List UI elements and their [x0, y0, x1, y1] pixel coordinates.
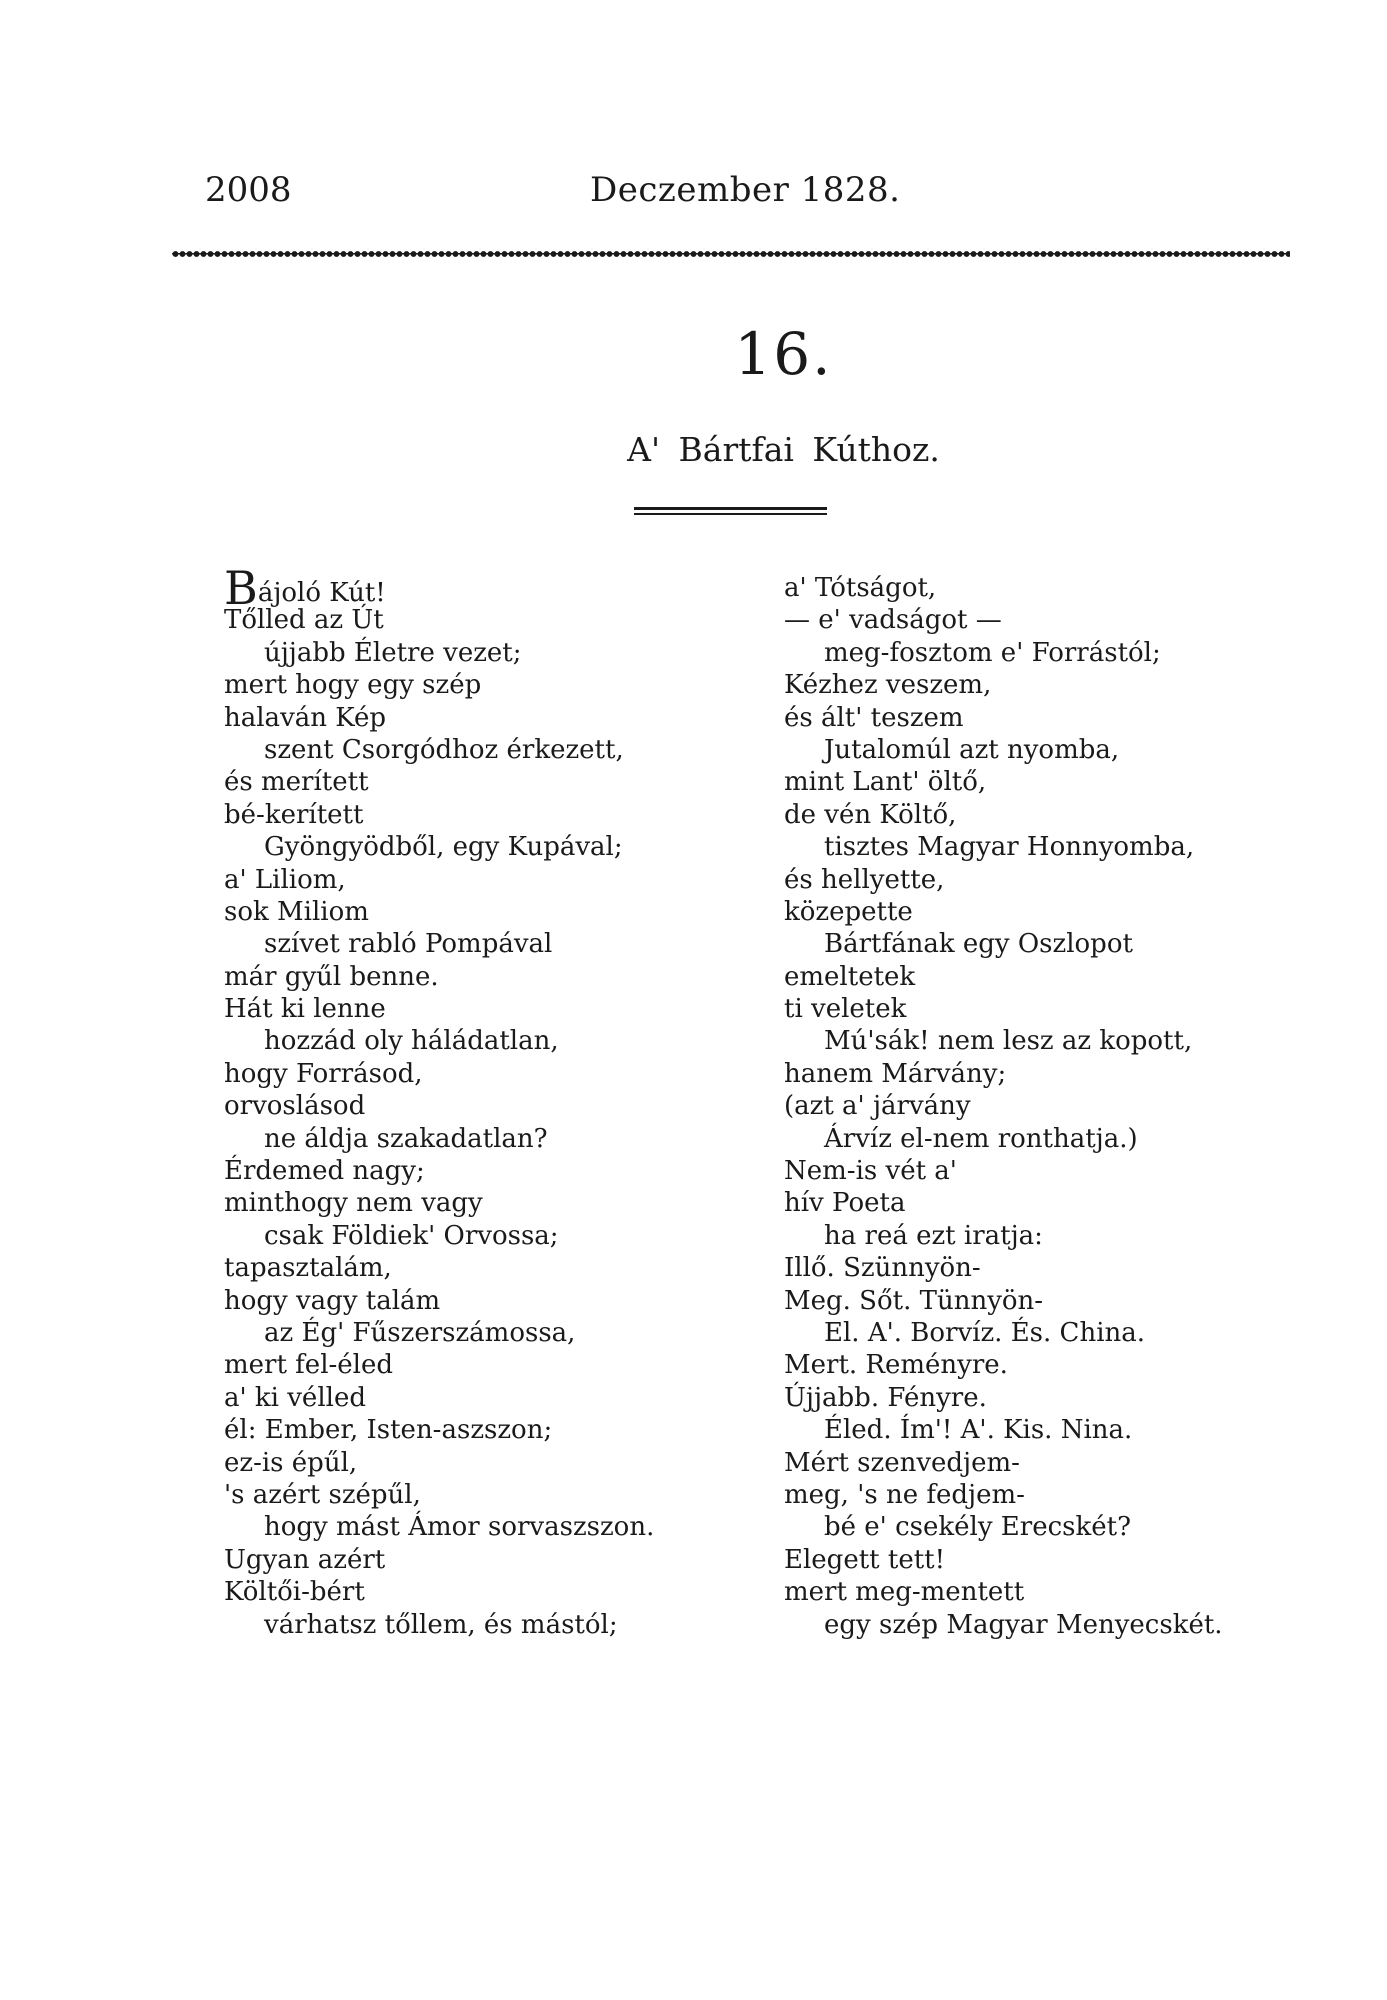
page-number: 2008 — [205, 170, 292, 210]
poem-number: 16. — [734, 320, 833, 388]
poem-line: mert hogy egy szép — [224, 670, 482, 701]
ornamental-divider — [172, 248, 1290, 260]
poem-line: — e' vadságot — — [784, 605, 1002, 636]
poem-line: a' Tótságot, — [784, 573, 937, 603]
poem-line: Bártfának egy Oszlopot — [824, 929, 1133, 960]
poem-line: hozzád oly háládatlan, — [264, 1026, 559, 1057]
poem-line: Meg. Sőt. Tünnyön- — [784, 1285, 1044, 1316]
poem-line: Mert. Reményre. — [784, 1350, 1008, 1381]
poem-line: Érdemed nagy; — [224, 1156, 425, 1187]
title-rule — [634, 507, 827, 518]
poem-line: és ált' teszem — [784, 702, 964, 733]
poem-line: Jutalomúl azt nyomba, — [824, 734, 1120, 765]
poem-line: hogy mást Ámor sorvaszszon. — [264, 1512, 655, 1543]
poem-line: közepette — [784, 896, 913, 927]
poem-line: minthogy nem vagy — [224, 1188, 483, 1219]
poem-line: Éled. Ím'! A'. Kis. Nina. — [824, 1415, 1133, 1446]
poem-line: hív Poeta — [784, 1188, 906, 1219]
poem-line: él: Ember, Isten-aszszon; — [224, 1415, 553, 1446]
poem-line: Bájoló Kút! — [224, 561, 386, 615]
poem-line: egy szép Magyar Menyecskét. — [824, 1609, 1223, 1640]
poem-line: bé e' csekély Erecskét? — [824, 1512, 1132, 1543]
poem-line: újjabb Életre vezet; — [264, 637, 522, 668]
poem-line: Tőlled az Út — [224, 605, 384, 636]
poem-line: várhatsz tőllem, és mástól; — [264, 1609, 618, 1640]
poem-line: csak Földiek' Orvossa; — [264, 1220, 559, 1251]
poem-line: 's azért szépűl, — [224, 1479, 421, 1510]
poem-line: Árvíz el-nem ronthatja.) — [824, 1123, 1138, 1154]
poem-line: mert meg-mentett — [784, 1577, 1025, 1608]
poem-line: Gyöngyödből, egy Kupával; — [264, 832, 623, 863]
initial-capital: B — [224, 561, 258, 615]
poem-line: a' ki vélled — [224, 1382, 366, 1413]
poem-line: Újjabb. Fényre. — [784, 1382, 987, 1413]
poem-line: mint Lant' öltő, — [784, 767, 987, 798]
poem-line: mert fel-éled — [224, 1350, 394, 1381]
poem-line: hanem Márvány; — [784, 1058, 1007, 1089]
poem-line: tisztes Magyar Honnyomba, — [824, 832, 1195, 863]
poem-line: Illő. Szünnyön- — [784, 1253, 981, 1284]
poem-line: szívet rabló Pompával — [264, 929, 553, 960]
poem-line: ti veletek — [784, 994, 907, 1025]
poem-line: Nem-is vét a' — [784, 1156, 957, 1187]
poem-line: tapasztalám, — [224, 1253, 392, 1284]
poem-line: ne áldja szakadatlan? — [264, 1123, 548, 1154]
poem-line: meg, 's ne fedjem- — [784, 1479, 1025, 1510]
poem-line: emeltetek — [784, 961, 916, 992]
poem-line: Ugyan azért — [224, 1544, 386, 1575]
poem-line: de vén Költő, — [784, 799, 957, 830]
poem-line: hogy Forrásod, — [224, 1058, 423, 1089]
poem-line: már gyűl benne. — [224, 961, 439, 992]
poem-line: ez-is épűl, — [224, 1447, 358, 1478]
poem-line: és hellyette, — [784, 864, 945, 895]
poem-line: az Ég' Fűszerszámossa, — [264, 1317, 576, 1348]
poem-line: orvoslásod — [224, 1091, 366, 1122]
poem-line: Kézhez veszem, — [784, 670, 992, 701]
poem-line: ha reá ezt iratja: — [824, 1220, 1043, 1251]
poem-title: A' Bártfai Kúthoz. — [627, 430, 940, 469]
running-head: Deczember 1828. — [590, 170, 901, 210]
poem-line: meg-fosztom e' Forrástól; — [824, 637, 1161, 668]
poem-line: és merített — [224, 767, 369, 798]
poem-left-column — [224, 561, 744, 1641]
poem-line: El. A'. Borvíz. És. China. — [824, 1317, 1146, 1348]
poem-line: szent Csorgódhoz érkezett, — [264, 734, 624, 765]
poem-right-column — [784, 572, 1304, 1641]
poem-line: (azt a' járvány — [784, 1091, 971, 1122]
poem-line: sok Miliom — [224, 896, 369, 927]
poem-line: bé-kerített — [224, 799, 364, 830]
poem-line: a' Liliom, — [224, 864, 346, 895]
poem-line: Hát ki lenne — [224, 994, 386, 1025]
poem-line: halaván Kép — [224, 702, 387, 733]
poem-line: hogy vagy talám — [224, 1285, 441, 1316]
poem-line: Költői-bért — [224, 1577, 365, 1608]
poem-line: Elegett tett! — [784, 1544, 946, 1575]
poem-line: Mért szenvedjem- — [784, 1447, 1020, 1478]
page-header — [205, 170, 1295, 230]
poem-line: Mú'sák! nem lesz az kopott, — [824, 1026, 1193, 1057]
